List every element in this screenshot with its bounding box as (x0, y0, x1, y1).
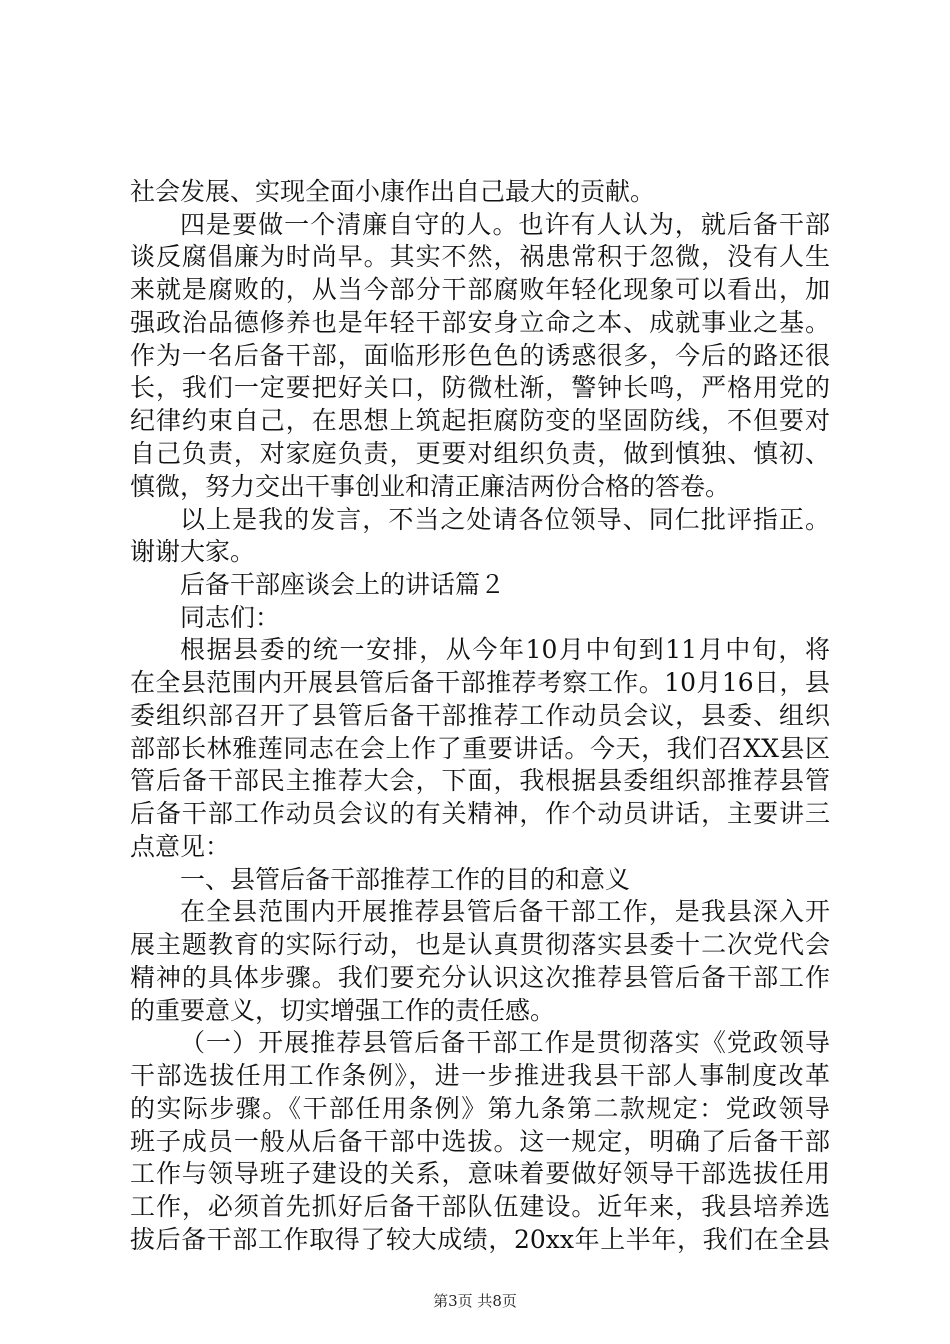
salutation: 同志们： (180, 603, 281, 632)
text-line: 后备干部工作动员会议的有关精神，作个动员讲话，主要讲三 (130, 799, 830, 828)
text-line: 强政治品德修养也是年轻干部安身立命之本、成就事业之基。 (130, 308, 830, 337)
text-line: 拔后备干部工作取得了较大成绩，20xx年上半年，我们在全县 (130, 1225, 830, 1254)
text-line: 干部选拔任用工作条例》，进一步推进我县干部人事制度改革 (130, 1061, 830, 1090)
text-line: （一）开展推荐县管后备干部工作是贯彻落实《党政领导 (180, 1028, 830, 1057)
text-line: 展主题教育的实际行动，也是认真贯彻落实县委十二次党代会 (130, 930, 830, 959)
text-line: 以上是我的发言，不当之处请各位领导、同仁批评指正。 (180, 505, 830, 534)
text-line: 点意见： (130, 832, 231, 861)
text-line: 委组织部召开了县管后备干部推荐工作动员会议，县委、组织 (130, 701, 830, 730)
text-line: 四是要做一个清廉自守的人。也许有人认为，就后备干部 (180, 210, 830, 239)
text-line: 慎微，努力交出干事创业和清正廉洁两份合格的答卷。 (130, 472, 731, 501)
text-line: 长，我们一定要把好关口，防微杜渐，警钟长鸣，严格用党的 (130, 373, 830, 402)
text-line: 作为一名后备干部，面临形形色色的诱惑很多，今后的路还很 (130, 341, 830, 370)
text-line: 部部长林雅莲同志在会上作了重要讲话。今天，我们召XX县区 (130, 734, 830, 763)
text-line: 纪律约束自己，在思想上筑起拒腐防变的坚固防线，不但要对 (130, 406, 830, 435)
text-line: 班子成员一般从后备干部中选拔。这一规定，明确了后备干部 (130, 1127, 830, 1156)
text-line: 的重要意义，切实增强工作的责任感。 (130, 996, 556, 1025)
text-line: 在全县范围内开展县管后备干部推荐考察工作。10月16日，县 (130, 668, 830, 697)
text-line: 社会发展、实现全面小康作出自己最大的贡献。 (130, 177, 656, 206)
text-line: 谈反腐倡廉为时尚早。其实不然，祸患常积于忽微，没有人生 (130, 242, 830, 271)
section-title: 后备干部座谈会上的讲话篇２ (180, 570, 506, 599)
text-line: 自己负责，对家庭负责，更要对组织负责，做到慎独、慎初、 (130, 439, 830, 468)
section-heading: 一、县管后备干部推荐工作的目的和意义 (180, 865, 631, 894)
text-line: 工作与领导班子建设的关系，意味着要做好领导干部选拔任用 (130, 1159, 830, 1188)
text-line: 的实际步骤。《干部任用条例》第九条第二款规定：党政领导 (130, 1094, 830, 1123)
text-line: 工作，必须首先抓好后备干部队伍建设。近年来，我县培养选 (130, 1192, 830, 1221)
text-line: 根据县委的统一安排，从今年10月中旬到11月中旬，将 (180, 635, 830, 664)
text-line: 来就是腐败的，从当今部分干部腐败年轻化现象可以看出，加 (130, 275, 830, 304)
page-number: 第3页 共8页 (433, 1292, 517, 1310)
text-line: 谢谢大家。 (130, 537, 256, 566)
text-line: 管后备干部民主推荐大会，下面，我根据县委组织部推荐县管 (130, 766, 830, 795)
text-line: 精神的具体步骤。我们要充分认识这次推荐县管后备干部工作 (130, 963, 830, 992)
text-line: 在全县范围内开展推荐县管后备干部工作，是我县深入开 (180, 897, 830, 926)
